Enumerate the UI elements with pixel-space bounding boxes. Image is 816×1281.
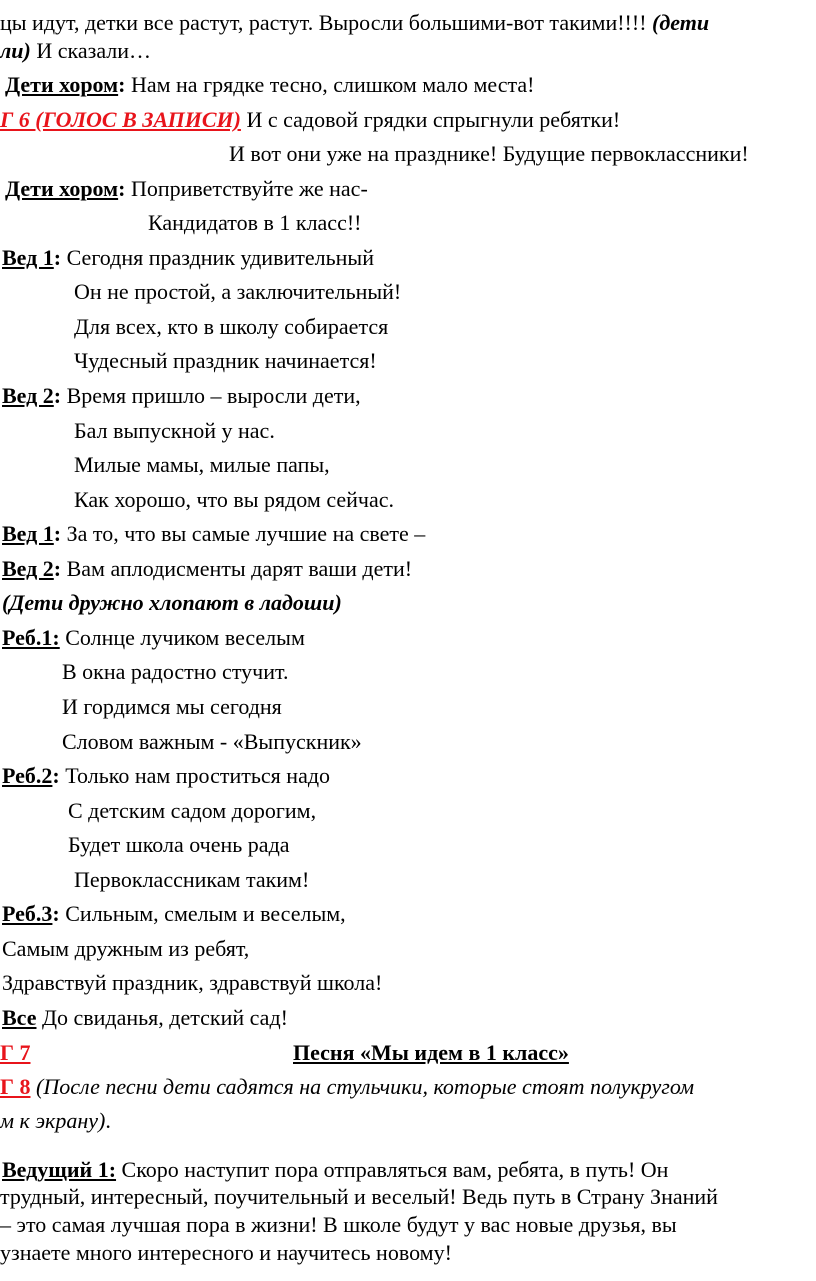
text-line-29: [2, 970, 382, 996]
line-text: Как хорошо, что вы рядом сейчас.: [74, 487, 394, 512]
text-line-6: [5, 176, 368, 202]
line-text: Милые мамы, милые папы,: [74, 452, 330, 477]
speaker-label: Реб.1:: [2, 625, 60, 650]
line-text: И с садовой грядки спрыгнули ребятки!: [240, 107, 621, 132]
speaker-label: Вед 2: [2, 383, 54, 408]
text-line-25: [68, 832, 290, 858]
line-text: Поприветствуйте же нас-: [125, 176, 368, 201]
text-line-32: [0, 1074, 694, 1100]
text-line-9: [74, 279, 401, 305]
line-text: цы идут, детки все растут, растут. Выросли большими-вот такими!!!!: [0, 10, 653, 35]
speaker-label: Вед 1: [2, 245, 54, 270]
text-line-12: [2, 383, 361, 409]
line-text: И сказали…: [30, 38, 152, 63]
text-line-18: [2, 590, 342, 616]
speaker-colon: :: [118, 176, 126, 201]
line-text: Скоро наступит пора отправляться вам, ребята, в путь! Он: [116, 1157, 669, 1182]
text-line-22: [62, 729, 362, 755]
text-line-3: [5, 72, 534, 98]
speaker-label: Дети хором: [5, 72, 119, 97]
stage-direction: (Дети дружно хлопают в ладоши): [2, 590, 342, 615]
speaker-colon: :: [53, 245, 62, 270]
text-line-37: [0, 1240, 452, 1266]
text-line-16: [2, 521, 425, 547]
speaker-colon: :: [52, 763, 60, 788]
text-line-5: [229, 141, 749, 167]
line-text: Для всех, кто в школу собирается: [74, 314, 389, 339]
text-line-19: [2, 625, 305, 651]
stage-direction: (дети: [652, 10, 710, 35]
text-line-2: [0, 38, 151, 64]
line-text: Солнце лучиком веселым: [59, 625, 305, 650]
line-text: И гордимся мы сегодня: [62, 694, 282, 719]
line-text: – это самая лучшая пора в жизни! В школе будут у вас новые друзья, вы: [0, 1212, 677, 1237]
song-title-line: [293, 1040, 569, 1066]
line-text: Бал выпускной у нас.: [74, 418, 275, 443]
audio-cue-marker: Г 8: [0, 1074, 31, 1099]
text-line-15: [74, 487, 394, 513]
line-text: Первоклассникам таким!: [74, 867, 310, 892]
line-text: Время пришло – выросли дети,: [61, 383, 361, 408]
speaker-colon: :: [52, 901, 60, 926]
line-text: трудный, интересный, поучительный и веселый! Ведь путь в Страну Знаний: [0, 1184, 718, 1209]
text-line-11: [74, 348, 377, 374]
text-line-33: [0, 1108, 111, 1134]
stage-direction: м к экрану): [0, 1108, 106, 1133]
text-line-10: [74, 314, 388, 340]
line-text: Самым дружным из ребят,: [2, 936, 250, 961]
text-line-28: [2, 936, 249, 962]
speaker-label: Реб.2: [2, 763, 53, 788]
line-text: Нам на грядке тесно, слишком мало места!: [125, 72, 535, 97]
speaker-label: Дети хором: [5, 176, 119, 201]
text-line-13: [74, 418, 275, 444]
text-line-17: [2, 556, 412, 582]
text-line-35: [0, 1184, 718, 1210]
text-line-20: [62, 659, 288, 685]
audio-cue-marker: Г 6 (ГОЛОС В ЗАПИСИ): [0, 107, 241, 132]
speaker-label: Реб.3: [2, 901, 53, 926]
line-text: С детским садом дорогим,: [68, 798, 317, 823]
line-text: Только нам проститься надо: [59, 763, 331, 788]
text-line-23: [2, 763, 330, 789]
line-text: Он не простой, а заключительный!: [74, 279, 402, 304]
speaker-colon: :: [53, 556, 62, 581]
text-line-27: [2, 901, 346, 927]
audio-cue-marker: Г 7: [0, 1040, 31, 1065]
line-text: Сильным, смелым и веселым,: [59, 901, 346, 926]
text-line-26: [74, 867, 309, 893]
text-line-34: [2, 1157, 668, 1183]
line-text: До свиданья, детский сад!: [36, 1005, 288, 1030]
text-line-24: [68, 798, 316, 824]
speaker-colon: :: [118, 72, 126, 97]
text-line-30: [2, 1005, 288, 1031]
speaker-label: Вед 2: [2, 556, 54, 581]
song-title: Песня «Мы идем в 1 класс»: [293, 1040, 569, 1065]
text-line-21: [62, 694, 282, 720]
line-text: узнаете много интересного и научитесь новому!: [0, 1240, 452, 1265]
stage-direction: ли): [0, 38, 31, 63]
line-text: .: [105, 1108, 111, 1133]
line-text: Кандидатов в 1 класс!!: [148, 210, 362, 235]
line-text: И вот они уже на празднике! Будущие первоклассники!: [229, 141, 749, 166]
text-line-4: [0, 107, 620, 133]
text-line-8: [2, 245, 374, 271]
speaker-label: Ведущий 1:: [2, 1157, 117, 1182]
line-text: Словом важным - «Выпускник»: [62, 729, 362, 754]
line-text: Чудесный праздник начинается!: [74, 348, 377, 373]
line-text: Здравствуй праздник, здравствуй школа!: [2, 970, 383, 995]
text-line-36: [0, 1212, 677, 1238]
speaker-label: Все: [2, 1005, 37, 1030]
line-text: В окна радостно стучит.: [62, 659, 289, 684]
line-text: Будет школа очень рада: [68, 832, 290, 857]
text-line-7: [148, 210, 362, 236]
line-text: За то, что вы самые лучшие на свете –: [61, 521, 426, 546]
speaker-label: Вед 1: [2, 521, 54, 546]
text-line-14: [74, 452, 330, 478]
stage-direction: (После песни дети садятся на стульчики, которые стоят полукругом: [30, 1074, 695, 1099]
line-text: Сегодня праздник удивительный: [61, 245, 374, 270]
text-line-1: [0, 10, 709, 36]
text-line-31: [0, 1040, 31, 1066]
speaker-colon: :: [53, 521, 62, 546]
speaker-colon: :: [53, 383, 62, 408]
line-text: Вам аплодисменты дарят ваши дети!: [61, 556, 413, 581]
